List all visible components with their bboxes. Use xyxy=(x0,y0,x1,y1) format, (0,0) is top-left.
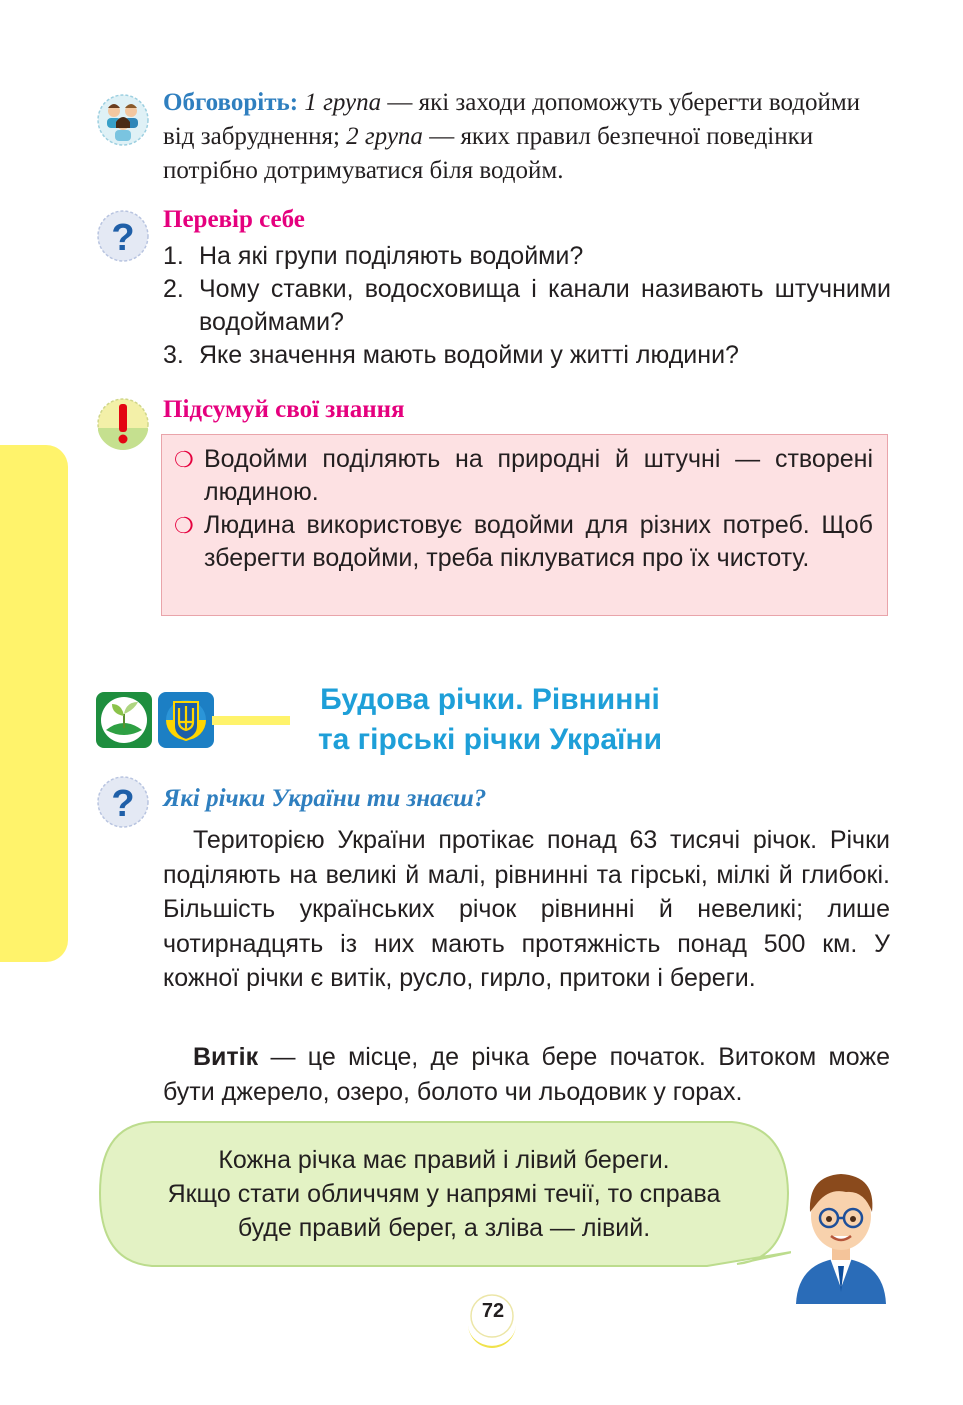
list-item: 2. Чому ставки, водосховища і канали називають штучними водоймами? xyxy=(163,275,891,336)
group-2-task: — яких правил безпечної поведінки потрібно дотримуватися біля водойм. xyxy=(163,123,814,184)
discussion-lead: Обговоріть: xyxy=(163,89,299,116)
svg-text:?: ? xyxy=(111,217,135,259)
question-icon xyxy=(97,210,149,262)
summary-heading: Підсумуй свої знання xyxy=(163,396,405,423)
self-check-heading: Перевір себе xyxy=(163,206,305,233)
summary-item: ❍ Водойми поділяють на природні й штучні — створені людиною. xyxy=(174,443,873,509)
list-item: 3. Яке значення мають водойми у житті людини? xyxy=(163,341,739,369)
boy-character-icon xyxy=(790,1162,892,1304)
lesson-paragraph-1: Територією України протікає понад 63 тисячі річок. Річки поділяють на великі й малі, рівнинні та гірські, мілкі й глибокі. Більшість українських річок рівнинні й невеликі; лише чотирнадцять із них мають протяжність понад 500 км. У кожної річки є витік, русло, гирло, притоки і береги. xyxy=(163,826,890,992)
lesson-paragraph-2: Витік — це місце, де річка бере початок. Витоком може бути джерело, озеро, болото чи льодовик у горах. xyxy=(163,1043,890,1106)
nature-sprout-icon xyxy=(96,692,152,748)
self-check-questions xyxy=(163,240,891,372)
group-2-label: 2 група xyxy=(346,123,423,150)
circle-bullet-icon: ❍ xyxy=(174,447,194,472)
group-1-label: 1 група xyxy=(304,89,382,116)
lesson-title: Будова річки. Рівнинні та гірські річки України xyxy=(317,683,663,756)
group-1-task: — які заходи допоможуть уберегти водойми від забруднення; xyxy=(163,89,861,150)
ukraine-trident-icon xyxy=(158,692,214,748)
group-discussion-icon xyxy=(97,94,149,146)
lesson-question: Які річки України ти знаєш? xyxy=(163,785,487,812)
summary-item: ❍ Людина використовує водойми для різних потреб. Щоб зберегти водойми, треба піклуватися про їх чистоту. xyxy=(174,509,873,575)
term-vytik: Витік xyxy=(193,1043,259,1071)
discussion-task xyxy=(163,86,891,188)
page-number: 72 xyxy=(481,1300,505,1322)
yellow-page-tab xyxy=(0,445,68,962)
summary-box xyxy=(161,434,888,616)
circle-bullet-icon: ❍ xyxy=(174,513,194,538)
question-icon xyxy=(97,776,149,828)
speech-bubble-text: Кожна річка має правий і лівий береги. Якщо стати обличчям у напрямі течії, то справа буде правий берег, а зліва — лівий. xyxy=(167,1146,721,1242)
exclamation-icon xyxy=(97,398,149,450)
svg-text:?: ? xyxy=(111,783,135,825)
list-item: 1. На які групи поділяють водойми? xyxy=(163,242,584,270)
